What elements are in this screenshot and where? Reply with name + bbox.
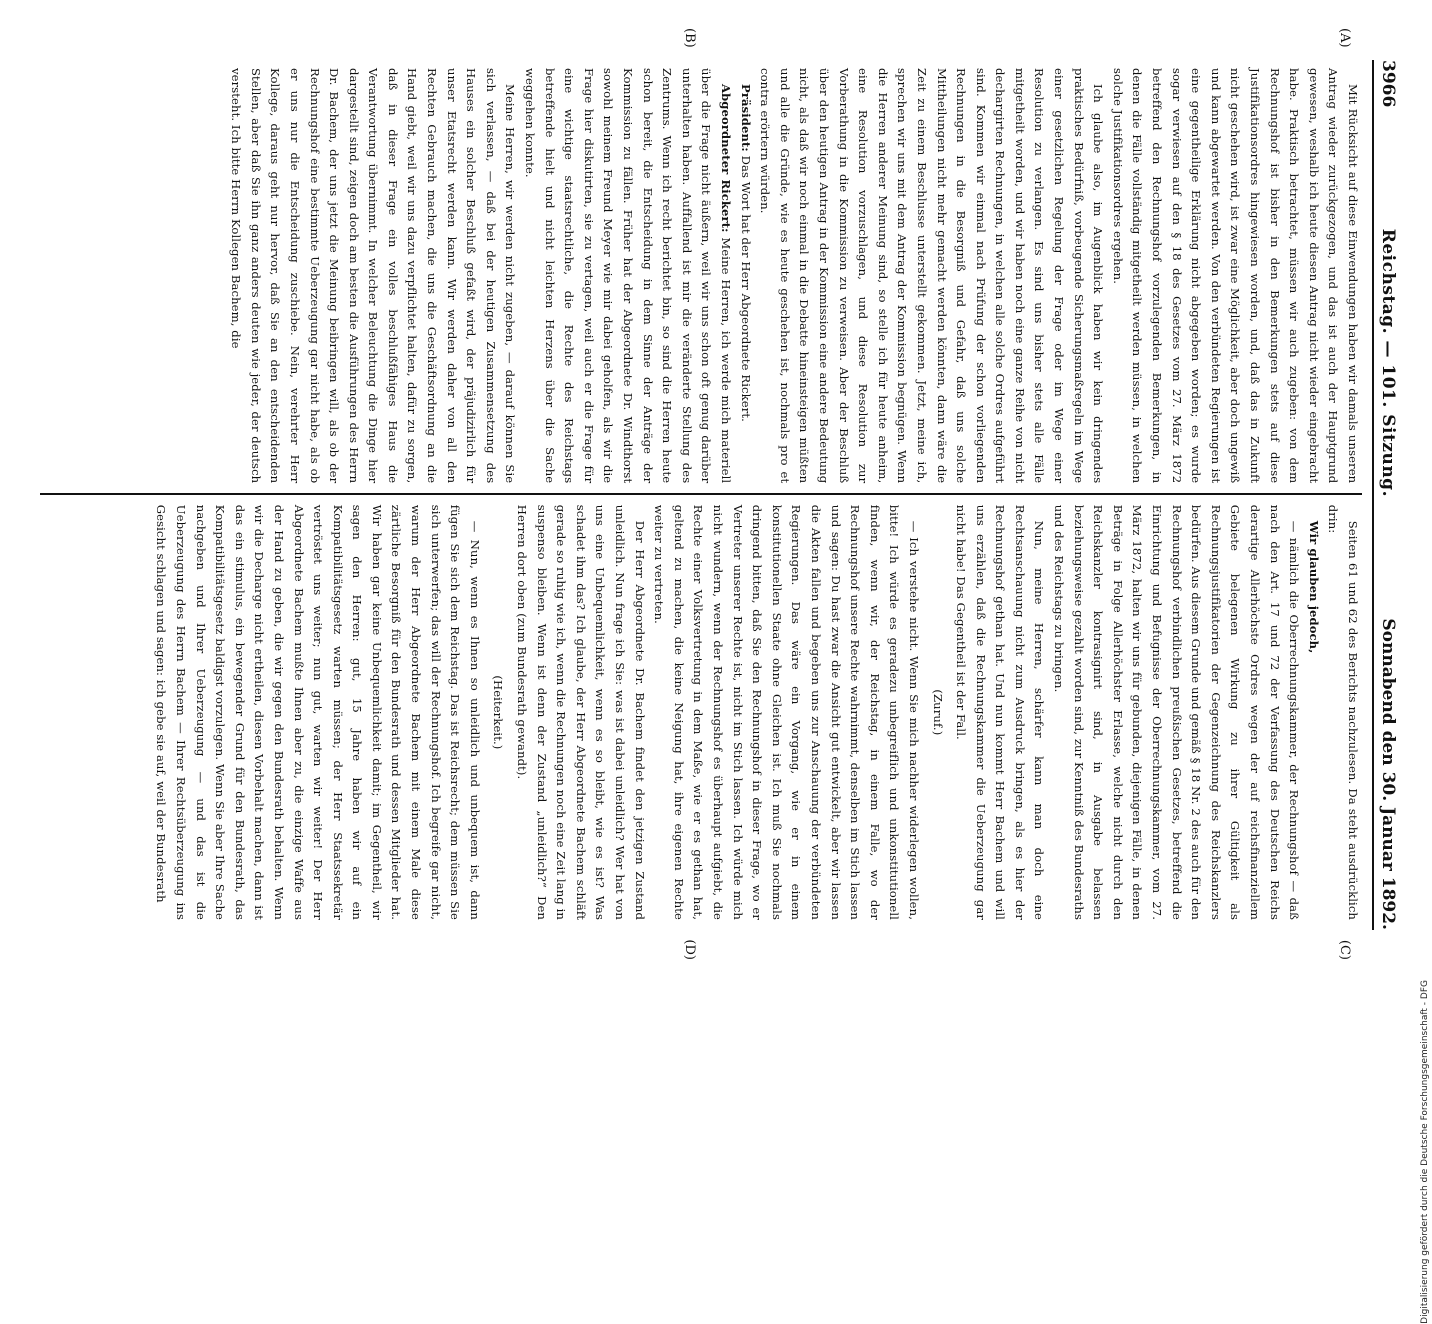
paragraph: Seiten 61 und 62 des Berichts nachzulesen. Da steht ausdrücklich drin: [1326, 504, 1360, 920]
paragraph: — Nun, wenn es Ihnen so unleidlich und unbequem ist, dann fügen Sie sich dem Reichstag. Das ist Reichsrecht; dem müssen Sie sich unterwerfen; das will der Rechnungshof. Ich begreife gar nicht, warum der Herr Abgeordnete Bachem mit einem Male diese zärtliche Besorgniß für den Bundesrath und dessen Mitglieder hat. Wir haben gar keine Unbequemlichkeit damit; im Gegentheil, wir sagen den Herren: gut, 15 Jahre haben wir auf ein Kompatibilitätsgesetz warten müssen; der Herr Staatssekretär vertröstet uns weiter; nun gut, warten wir weiter! Der Herr Abgeordnete Bachem mußte Ihnen aber zu, die einzige Waffe aus der Hand zu geben, die wir gegen den Bundesrath behalten. Wenn wir die Decharge nicht ertheilen, diesen Vorbehalt machen, dann ist das ein stimulus, ein bewegender Grund für den Bundesrath, das Kompatibilitätsgesetz baldigst vorzulegen. Wenn Sie aber Ihre Sache nachgeben und Ihrer Ueberzeugung — und das ist die Ueberzeugung des Herrn Bachem — Ihrer Rechtsüberzeugung ins Gesicht schlagen und sagen: ich gebe sie auf, weil der Bundesrath [154, 504, 482, 920]
right-column [40, 495, 1362, 930]
session-date: Sonnabend den 30. Januar 1892. [1378, 618, 1398, 930]
paragraph: Nun, meine Herren, schärfer kann man doch eine Rechtsanschauung nicht zum Ausdruck bringen, als es hier der Rechnungshof gethan hat. Und nun kommt Herr Bachem und will uns erzählen, daß die Rechnungskammer die Ueberzeugung gar nicht habe! Das Gegentheil ist der Fall. [954, 504, 1047, 920]
paragraph: — nämlich die Oberrechnungskammer, der Rechnungshof — daß nach den Art. 17 und 72 der Verfassung des Deutschen Reichs derartige Allerhöchste Ordres wegen der auf reichsfinanziellem Gebiete belegenen Wirkung zu ihrer Gültigkeit als Rechnungsjustifikatorien der Gegenzeichnung des Reichskanzlers bedürfen. Aus diesem Grunde und gemäß § 18 Nr. 2 des auch für den Rechnungshof verbindlichen preußischen Gesetzes, betreffend die Einrichtung und Befugnisse der Oberrechnungskammer, vom 27. März 1872, halten wir uns für gebunden, diejenigen Fälle, in denen Beträge in Folge Allerhöchster Erlasse, welche nicht durch den Reichskanzler kontrasignirt sind, in Ausgabe belassen beziehungsweise gezahlt worden sind, zur Kenntniß des Bundesraths und des Reichstags zu bringen. [1052, 504, 1302, 920]
page-header [1372, 60, 1412, 930]
paragraph: Abgeordneter Rickert: Meine Herren, ich werde mich materiell über die Frage nicht äußern, weil wir uns schon oft genug darüber unterhalten haben. Auffallend ist mir die veränderte Stellung des Zentrums. Wenn ich recht berichtet bin, so sind die Herren heute schon bereit, die Entscheidung in dem Sinne der Anträge der Kommission zu fällen. Früher hat der Abgeordnete Dr. Windthorst sowohl meinem Freund Meyer wie mir dabei geholfen, als wir die Frage hier diskutirten, sie zu vertagen, weil auch er die Frage für eine wichtige staatsrechtliche, die Rechte des Reichstags betreffende hielt und nicht leichten Herzens über die Sache weggehen konnte. [523, 68, 733, 484]
dfg-credit: Digitalisierung gefördert durch die Deutsche Forschungsgemeinschaft - DFG [1420, 980, 1430, 1324]
speaker-name: Abgeordneter Rickert: [719, 84, 733, 233]
paragraph: Präsident: Das Wort hat der Herr Abgeordnete Rickert. [738, 84, 753, 422]
text-columns [40, 58, 1362, 930]
margin-marker-b: (B) [682, 28, 697, 48]
paragraph: Meine Herren, wir werden nicht zugeben, — darauf können Sie sich verlassen, — daß bei der heutigen Zusammensetzung des Hauses ein solcher Beschluß gefaßt wird, der präjudizirlich für unser Etatsrecht werden kann. Wir werden daher von all den Rechten Gebrauch machen, die uns die Geschäftsordnung an die Hand giebt, weil wir uns dazu verpflichtet halten, dafür zu sorgen, daß in dieser Frage ein volles beschlußfähiges Haus die Verantwortung übernimmt. In welcher Beleuchtung die Dinge hier dargestellt sind, zeigen doch am besten die Ausführungen des Herrn Dr. Bachem, der uns jetzt die Meinung beibringen will, als ob der Rechnungshof eine bestimmte Ueberzeugung gar nicht habe, als ob er uns nur die Entscheidung zuschiebe. Nein, verehrter Herr Kollege, daraus geht nur hervor, daß Sie an den entscheidenden Stellen, aber daß Sie ihn ganz anders deuten wie jeder, der deutsch versteht. Ich bitte Herrn Kollegen Bachem, die [229, 68, 518, 484]
interjection: (Zuruf.) [930, 689, 945, 736]
margin-marker-d: (D) [682, 939, 697, 960]
session-title: Reichstag. — 101. Sitzung. [1378, 228, 1398, 497]
speaker-name: Präsident: [738, 84, 753, 152]
margin-marker-a: (A) [1337, 28, 1352, 48]
paragraph: — Ich verstehe nicht. Wenn Sie mich nachher widerlegen wollen, bitte! Ich würde es geradezu unbegreiflich und unkonstitutionell finden, wenn wir, der Reichstag, in einem Falle, wo der Rechnungshof unsere Rechte wahrnimmt, denselben im Stich lassen und sagen: Du hast zwar die Ansicht gut entwickelt, aber wir lassen die Akten fallen und begeben uns zur Anschauung der verbündeten Regierungen. Das wäre ein Vorgang, wie er in einem konstitutionellen Staate ohne Gleichen ist. Ich muß Sie nochmals dringend bitten, daß Sie den Rechnungshof in dieser Frage, wo er Vertreter unserer Rechte ist, nicht im Stich lassen. Ich würde mich nicht wundern, wenn der Rechnungshof es überhaupt aufgiebt, die Rechte einer Volksvertretung in dem Maße, wie er es gethan hat, geltend zu machen, die keine Neigung hat, ihre eigenen Rechte weiter zu vertreten. [652, 504, 921, 920]
paragraph: Ich glaube also, im Augenblick haben wir kein dringendes praktisches Bedürfniß, vorbeugende Sicherungsmaßregeln im Wege einer gesetzlichen Regelung der Frage oder im Wege einer Resolution zu verlangen. Es sind uns bisher stets alle Fälle mitgetheilt worden, und wir haben noch eine ganze Reihe von nicht dechargirten Rechnungen, in welchen alle solche Ordres aufgeführt sind. Kommen wir einmal nach Prüfung der schon vorliegenden Rechnungen in die Besorgniß und Gefahr, daß uns solche Mittheilungen nicht mehr gemacht werden könnten, dann wäre die Zeit zu einem Beschlusse unterstellt gekommen. Jetzt, meine ich, sprechen wir uns mit dem Antrag der Kommission begnügen. Wenn die Herren anderer Meinung sind, so stelle ich für heute anheim, eine Resolution vorzuschlagen, und diese Resolution zur Vorberathung in die Kommission zu verweisen. Aber der Beschluß über den heutigen Antrag in der Kommission eine andere Bedeutung nicht, als daß wir noch einmal in die Debatte hineinsteigen müßten und alle die Gründe, wie es heute geschehen ist, nochmals pro et contra erörtern würden. [758, 68, 1106, 484]
interjection: (Heiterkeit.) [491, 675, 506, 750]
margin-marker-c: (C) [1337, 939, 1352, 960]
left-column [40, 58, 1362, 493]
paragraph: Wir glauben jedoch, [1306, 520, 1321, 654]
page-number: 3966 [1378, 60, 1398, 108]
paragraph: Mit Rücksicht auf diese Einwendungen haben wir damals unseren Antrag wieder zurückgezogen, und das ist auch der Hauptgrund gewesen, weshalb ich heute diesen Antrag nicht wieder eingebracht habe. Praktisch betrachtet, müssen wir auch zugeben: von dem Rechnungshof ist bisher in den Bemerkungen stets auf diese Justifikationsordres hingewiesen worden, und, daß das in Zukunft nicht geschehen wird, ist zwar eine Möglichkeit, aber doch ungewiß und kann abgewartet werden. Von den verbündeten Regierungen ist eine gegentheilige Erklärung nicht abgegeben worden; es wurde sogar verwiesen auf den § 18 des Gesetzes vom 27. März 1872 betreffend den Rechnungshof vorzulegenden Bemerkungen, in denen die Fälle vollständig mitgetheilt werden müssen, in welchen solche Justifikationsordres ergehen. [1110, 68, 1360, 484]
paragraph: Der Herr Abgeordnete Dr. Bachem findet den jetzigen Zustand unleidlich. Nun frage ich Sie: was ist dabei unleidlich? Wer hat von uns eine Unbequemlichkeit, wenn es so bleibt, wie es ist? Was schadet ihm das? Ich glaube, der Herr Abgeordnete Bachem schläft gerade so ruhig wie ich, wenn die Rechnungen noch eine Zeit lang in suspenso bleiben. Wenn ist denn der Zustand „unleidlich?“ Den Herren dort oben (zum Bundesrath gewandt). [515, 504, 647, 920]
